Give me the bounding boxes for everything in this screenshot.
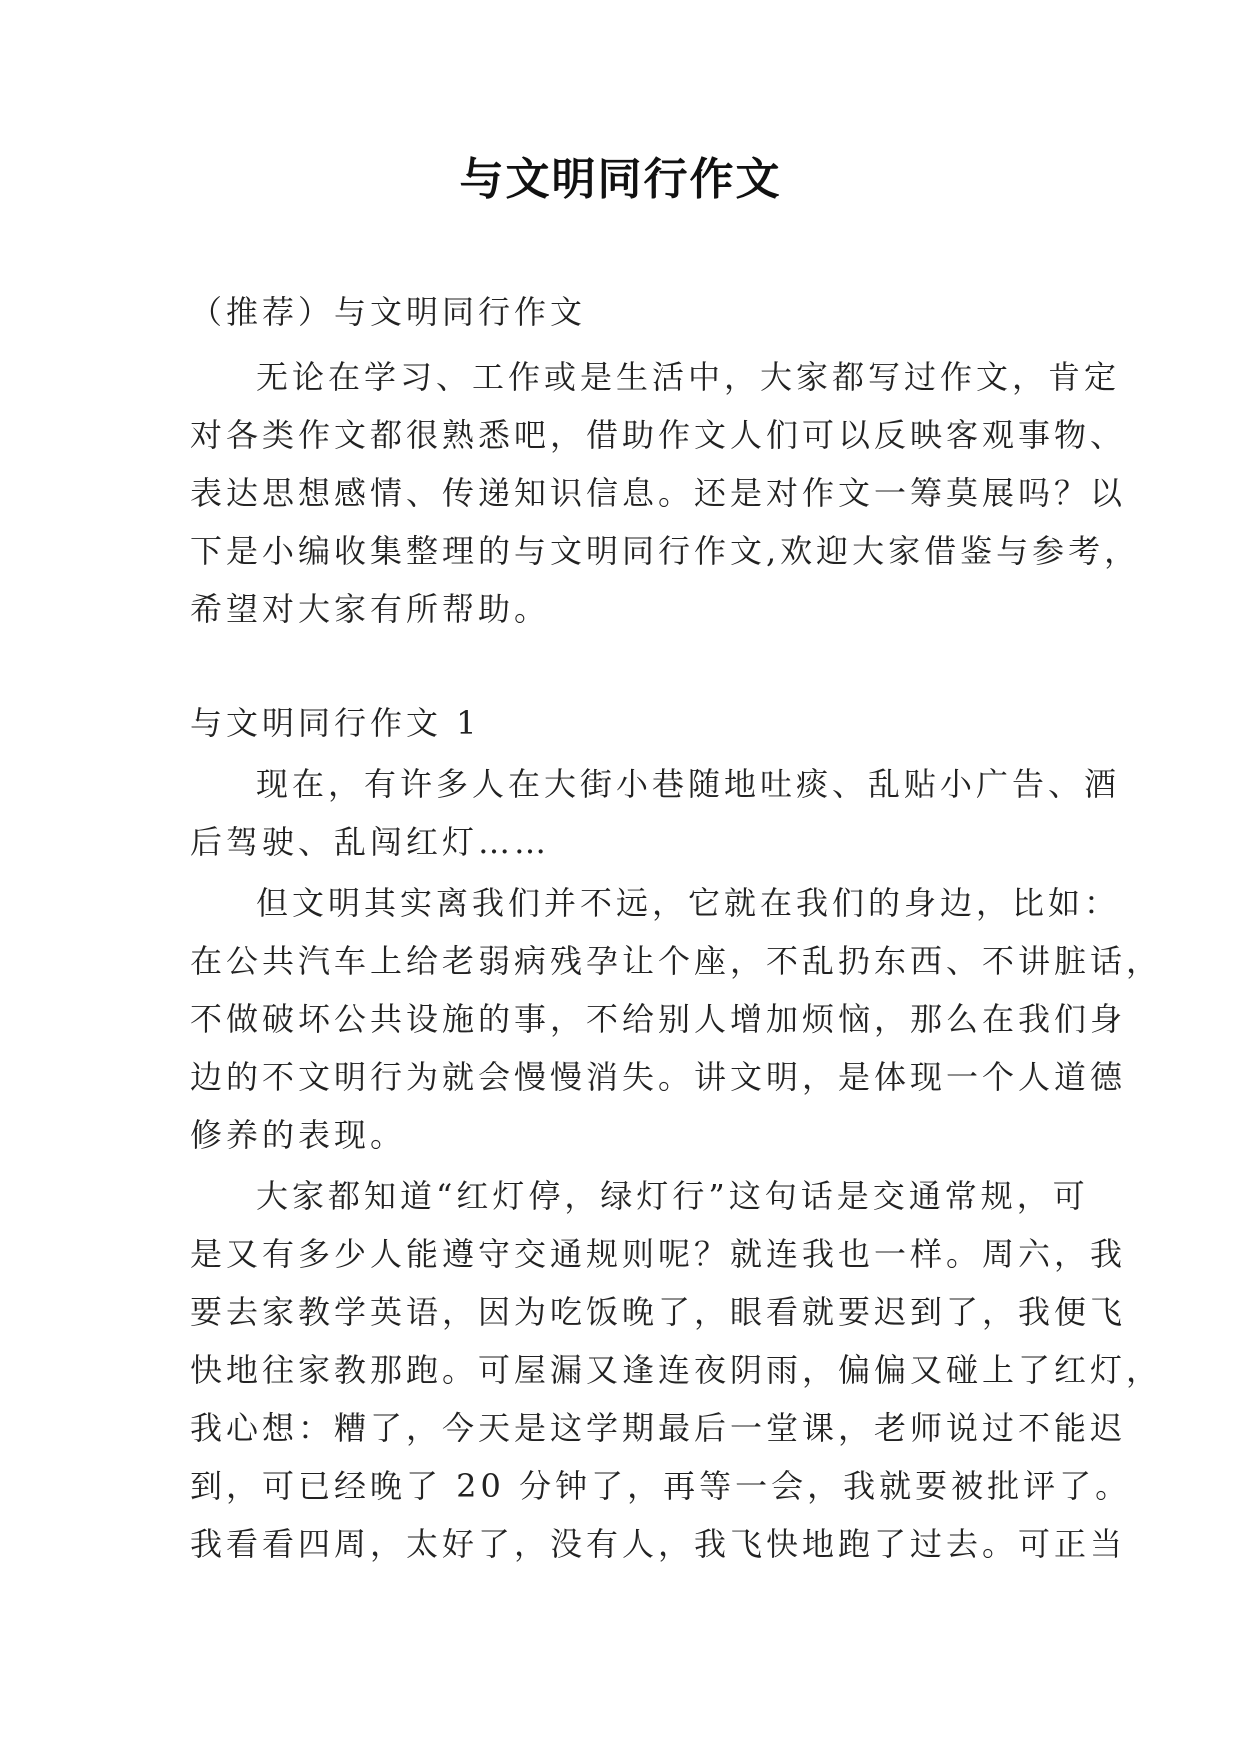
paragraph-line: 边的不文明行为就会慢慢消失。讲文明，是体现一个人道德 [190, 1058, 1127, 1096]
paragraph-line: 要去家教学英语，因为吃饭晚了，眼看就要迟到了，我便飞 [190, 1293, 1127, 1331]
paragraph-line: 现在，有许多人在大街小巷随地吐痰、乱贴小广告、酒 [256, 765, 1121, 803]
intro-line: 无论在学习、工作或是生活中，大家都写过作文，肯定 [256, 358, 1121, 396]
paragraph-line: 在公共汽车上给老弱病残孕让个座，不乱扔东西、不讲脏话， [190, 942, 1163, 980]
paragraph-line: 大家都知道“红灯停，绿灯行”这句话是交通常规，可 [256, 1177, 1089, 1215]
paragraph-line: 到，可已经晚了 20 分钟了，再等一会，我就要被批评了。 [190, 1467, 1132, 1505]
paragraph-line: 后驾驶、乱闯红灯…… [190, 823, 551, 861]
paragraph-line: 但文明其实离我们并不远，它就在我们的身边，比如： [256, 884, 1121, 922]
section-heading: 与文明同行作文 1 [190, 704, 481, 742]
paragraph-line: 是又有多少人能遵守交通规则呢？就连我也一样。周六，我 [190, 1235, 1127, 1273]
intro-line: 对各类作文都很熟悉吧，借助作文人们可以反映客观事物、 [190, 416, 1127, 454]
paragraph-line: 不做破坏公共设施的事，不给别人增加烦恼，那么在我们身 [190, 1000, 1127, 1038]
subtitle: （推荐）与文明同行作文 [190, 293, 587, 331]
paragraph-line: 我心想：糟了，今天是这学期最后一堂课，老师说过不能迟 [190, 1409, 1127, 1447]
paragraph-line: 修养的表现。 [190, 1116, 407, 1154]
intro-line: 希望对大家有所帮助。 [190, 590, 551, 628]
paragraph-line: 我看看四周，太好了，没有人，我飞快地跑了过去。可正当 [190, 1525, 1127, 1563]
document-title: 与文明同行作文 [459, 154, 782, 205]
paragraph-line: 快地往家教那跑。可屋漏又逢连夜阴雨，偏偏又碰上了红灯， [190, 1351, 1163, 1389]
intro-line: 表达思想感情、传递知识信息。还是对作文一筹莫展吗？以 [190, 474, 1127, 512]
intro-line: 下是小编收集整理的与文明同行作文,欢迎大家借鉴与参考， [190, 532, 1141, 570]
